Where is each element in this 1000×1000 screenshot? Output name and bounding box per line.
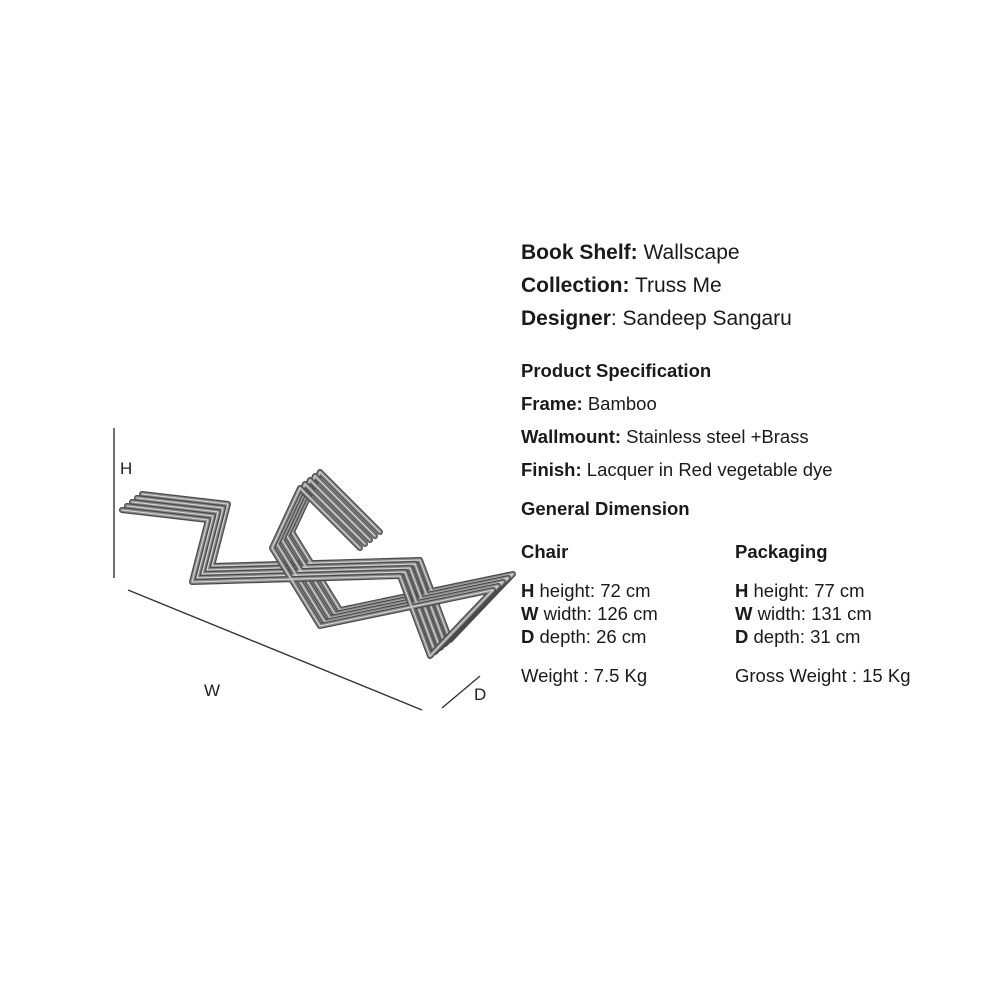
chair-height-key: H (521, 580, 535, 601)
packaging-height-value: height: 77 cm (748, 580, 865, 601)
collection-label: Collection: (521, 274, 630, 297)
chair-weight: Weight : 7.5 Kg (521, 665, 648, 686)
chair-height-value: height: 72 cm (534, 580, 651, 601)
packaging-height (735, 579, 949, 602)
wallmount-label: Wallmount: (521, 426, 622, 447)
finish-value: Lacquer in Red vegetable dye (581, 459, 833, 480)
chair-depth-key: D (521, 626, 535, 647)
packaging-depth-value: depth: 31 cm (748, 626, 861, 647)
finish-label: Finish: (521, 459, 582, 480)
width-label: W (204, 681, 221, 700)
packaging-weight: Gross Weight : 15 Kg (735, 665, 911, 686)
product-type-value: Wallscape (637, 241, 740, 264)
packaging-depth (735, 625, 949, 648)
depth-label: D (474, 685, 487, 704)
tube-frame (122, 472, 513, 656)
height-label: H (120, 459, 133, 478)
frame-row (521, 387, 981, 420)
dimension-columns (521, 535, 981, 692)
packaging-depth-key: D (735, 626, 749, 647)
designer-value: : Sandeep Sangaru (610, 307, 792, 330)
dimension-heading: General Dimension (521, 498, 690, 519)
designer-label: Designer (521, 307, 611, 330)
finish-row (521, 453, 981, 486)
collection-value: Truss Me (629, 274, 722, 297)
product-info (521, 236, 981, 692)
product-drawing (100, 420, 520, 720)
packaging-width-key: W (735, 603, 753, 624)
frame-value: Bamboo (582, 393, 657, 414)
chair-depth-value: depth: 26 cm (534, 626, 647, 647)
wallmount-value: Stainless steel +Brass (621, 426, 809, 447)
bookshelf-illustration (100, 420, 520, 720)
designer-row (521, 302, 981, 335)
frame-label: Frame: (521, 393, 583, 414)
specification-heading: Product Specification (521, 360, 712, 381)
chair-depth (521, 625, 735, 648)
chair-width-value: width: 126 cm (538, 603, 658, 624)
chair-heading: Chair (521, 541, 569, 562)
product-type-row (521, 236, 981, 269)
packaging-height-key: H (735, 580, 749, 601)
product-type-label: Book Shelf: (521, 241, 638, 264)
collection-row (521, 269, 981, 302)
chair-column (521, 535, 735, 692)
chair-height (521, 579, 735, 602)
packaging-column (735, 535, 949, 692)
packaging-width (735, 602, 949, 625)
chair-width-key: W (521, 603, 539, 624)
chair-width (521, 602, 735, 625)
wallmount-row (521, 420, 981, 453)
packaging-width-value: width: 131 cm (752, 603, 872, 624)
packaging-heading: Packaging (735, 541, 828, 562)
